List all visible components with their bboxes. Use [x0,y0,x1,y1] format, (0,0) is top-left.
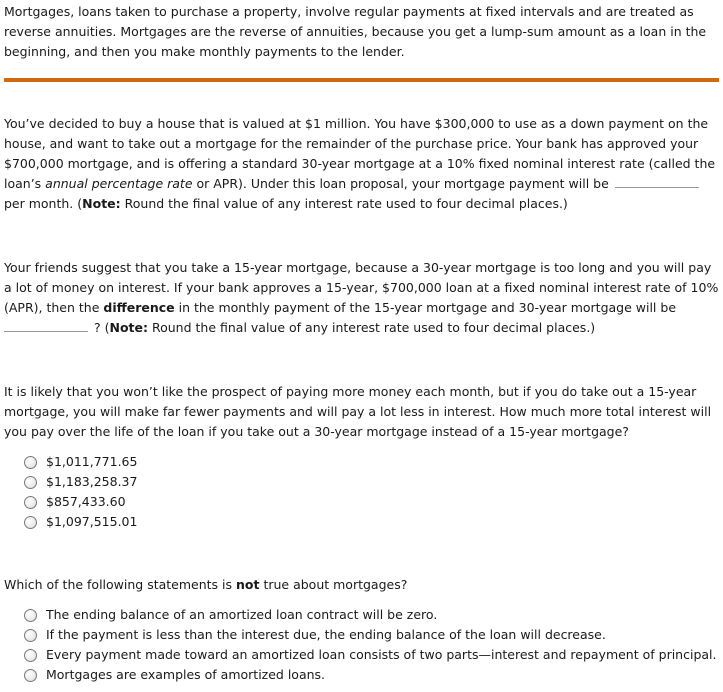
intro-paragraph: Mortgages, loans taken to purchase a property, involve regular payments at fixed intervals and are treated as reverse annuities. Mortgages are the reverse of annuities, because you get a lump-sum amount as a loan in the beginning, and then you make monthly payments to the lender. [4,4,707,59]
question-3-text: It is likely that you won’t like the prospect of paying more money each month, but if you do take out a 15-year mortgage, you will make far fewer payments and will pay a lot less in interest. How much more total interest will you pay over the life of the loan if you take out a 30-year mortgage instead of a 15-year mortgage? [4,384,712,439]
question-3-options [24,452,137,532]
section-divider [4,78,719,82]
q2-text-b: in the monthly payment of the 15-year mortgage and 30-year mortgage will be [174,300,677,315]
q2-bold-term: difference [103,300,175,315]
q1-text-a: You’ve decided to buy a house that is valued at $1 million. You have $300,000 to use as a down payment on the house, and want to take out a mortgage for the remainder of the purchase price. Your bank has approved your $700,000 mortgage, and is offering a standard 30-year mortgage at a 10% fixed nominal interest rate (called the loan’s [4,116,716,191]
q2-text-a: Your friends suggest that you take a 15-year mortgage, because a 30-year mortgage is too long and you will pay a lot of money on interest. If your bank approves a 15-year, $700,000 loan at a fixed nominal interest rate of 10% (APR), then the [4,260,719,315]
q4-option[interactable] [24,605,716,625]
radio-button-icon[interactable] [24,629,37,642]
q4-option[interactable] [24,645,716,665]
q3-option-label: $1,011,771.65 [46,454,138,469]
q4-text-a: Which of the following statements is [4,577,237,592]
radio-button-icon[interactable] [24,609,37,622]
radio-button-icon[interactable] [24,496,37,509]
q4-option-label: The ending balance of an amortized loan contract will be zero. [46,607,438,622]
q3-option[interactable] [24,492,137,512]
q4-option-label: Mortgages are examples of amortized loans. [46,667,326,682]
q1-italic-term: annual percentage rate [45,176,193,191]
question-1 [4,114,719,214]
radio-button-icon[interactable] [24,516,37,529]
q1-note-label: Note: [82,196,121,211]
q1-note-text: Round the final value of any interest rate used to four decimal places.) [120,196,568,211]
question-2 [4,258,719,338]
question-4-text [4,575,719,595]
q4-bold-term: not [236,577,260,592]
q4-option[interactable] [24,665,716,685]
q3-option[interactable] [24,452,137,472]
q4-text-b: true about mortgages? [259,577,408,592]
q3-option-label: $1,097,515.01 [46,514,138,529]
q3-option-label: $1,183,258.37 [46,474,138,489]
radio-button-icon[interactable] [24,649,37,662]
question-4-options [24,605,716,685]
q1-text-c: per month. ( [4,196,83,211]
q1-text-b: or APR). Under this loan proposal, your mortgage payment will be [192,176,609,191]
q3-option-label: $857,433.60 [46,494,126,509]
q2-note-label: Note: [109,320,149,335]
q3-option[interactable] [24,472,137,492]
q2-difference-input[interactable] [4,319,88,332]
q4-option-label: If the payment is less than the interest due, the ending balance of the loan will decrease. [46,627,606,642]
q4-option-label: Every payment made toward an amortized loan consists of two parts—interest and repayment of principal. [46,647,717,662]
radio-button-icon[interactable] [24,456,37,469]
q2-note-text: Round the final value of any interest rate used to four decimal places.) [148,320,596,335]
q3-option[interactable] [24,512,137,532]
radio-button-icon[interactable] [24,669,37,682]
q1-monthly-payment-input[interactable] [615,175,699,188]
radio-button-icon[interactable] [24,476,37,489]
q2-text-c: ? ( [94,320,110,335]
q4-option[interactable] [24,625,716,645]
